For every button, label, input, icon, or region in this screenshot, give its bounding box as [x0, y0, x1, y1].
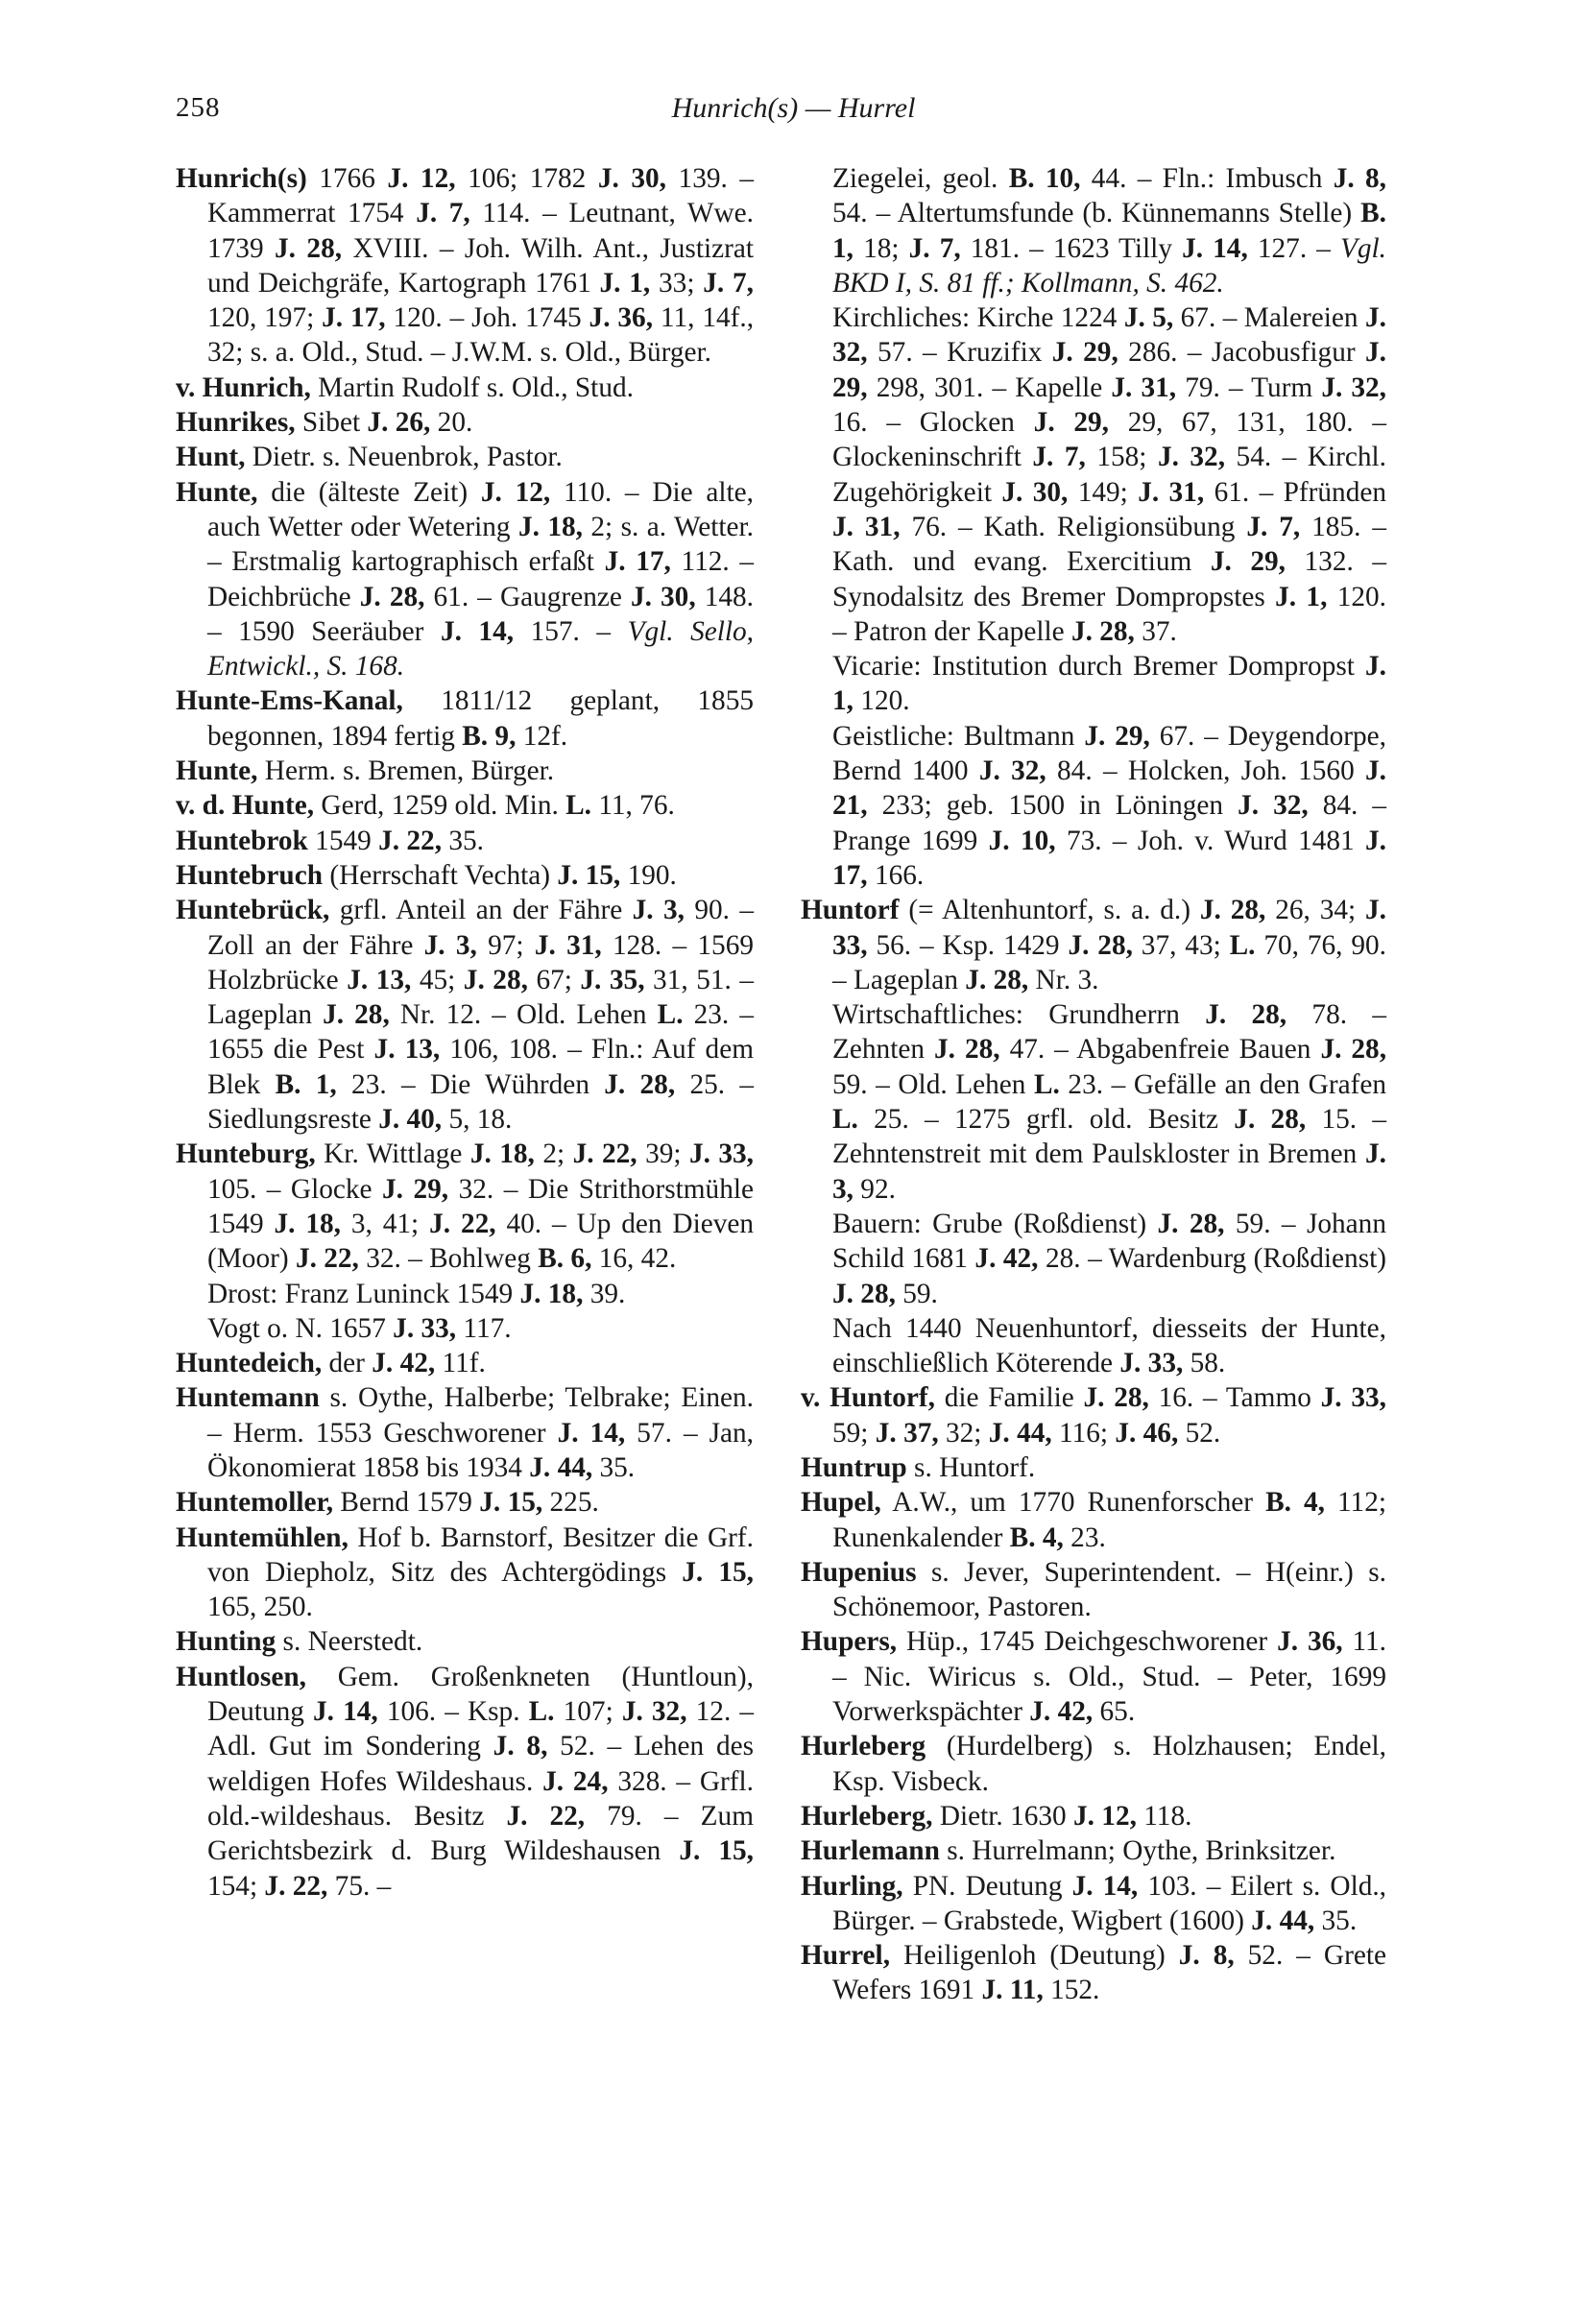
- index-entry: Hupers, Hüp., 1745 Deichgeschworener J. 36, 11. – Nic. Wiricus s. Old., Stud. – Peter, 1699 Vorwerkspächter J. 42, 65.: [801, 1626, 1387, 1728]
- index-subentry: Kirchliches: Kirche 1224 J. 5, 67. – Malereien J. 32, 57. – Kruzifix J. 29, 286. – Jacobusfigur J. 29, 298, 301. – Kapelle J. 31, 79. – Turm J. 32, 16. – Glocken J. 29, 29, 67, 131, 180. – Glockeninschrift J. 7, 158; J. 32, 54. – Kirchl. Zugehörigkeit J. 30, 149; J. 31, 61. – Pfründen J. 31, 76. – Kath. Religionsübung J. 7, 185. – Kath. und evang. Exercitium J. 29, 132. – Synodalsitz des Bremer Dompropstes J. 1, 120. – Patron der Kapelle J. 28, 37.: [832, 302, 1387, 647]
- index-entry: Hurleberg, Dietr. 1630 J. 12, 118.: [801, 1800, 1192, 1832]
- index-entry: Huntebruch (Herrschaft Vechta) J. 15, 190.: [176, 859, 677, 891]
- running-head: Hunrich(s) — Hurrel: [671, 92, 916, 124]
- index-subentry: Bauern: Grube (Roßdienst) J. 28, 59. – Johann Schild 1681 J. 42, 28. – Wardenburg (Roßdienst) J. 28, 59.: [832, 1208, 1387, 1309]
- index-subentry: Vicarie: Institution durch Bremer Dompropst J. 1, 120.: [832, 651, 1386, 717]
- index-entry: Hunrikes, Sibet J. 26, 20.: [176, 407, 473, 439]
- index-entry: Huntemann s. Oythe, Halberbe; Telbrake; Einen. – Herm. 1553 Geschworener J. 14, 57. – Jan, Ökonomierat 1858 bis 1934 J. 44, 35.: [176, 1382, 755, 1483]
- index-entry: Huntebrück, grfl. Anteil an der Fähre J. 3, 90. – Zoll an der Fähre J. 3, 97; J. 31, 128. – 1569 Holzbrücke J. 13, 45; J. 28, 67; J. 35, 31, 51. – Lageplan J. 28, Nr. 12. – Old. Lehen L. 23. – 1655 die Pest J. 13, 106, 108. – Fln.: Auf dem Blek B. 1, 23. – Die Wührden J. 28, 25. – Siedlungsreste J. 40, 5, 18.: [176, 895, 755, 1136]
- index-subentry: Wirtschaftliches: Grundherrn J. 28, 78. – Zehnten J. 28, 47. – Abgabenfreie Bauen J. 28, 59. – Old. Lehen L. 23. – Gefälle an den Grafen L. 25. – 1275 grfl. old. Besitz J. 28, 15. – Zehntenstreit mit dem Paulskloster in Bremen J. 3, 92.: [832, 999, 1387, 1205]
- index-subentry: Vogt o. N. 1657 J. 33, 117.: [207, 1312, 512, 1344]
- index-entry: Huntrup s. Huntorf.: [801, 1451, 1036, 1483]
- index-entry: Hupenius s. Jever, Superintendent. – H(einr.) s. Schönemoor, Pastoren.: [801, 1556, 1386, 1623]
- index-entry: Hunrich(s) 1766 J. 12, 106; 1782 J. 30, 139. – Kammerrat 1754 J. 7, 114. – Leutnant, Wwe. 1739 J. 28, XVIII. – Joh. Wilh. Ant., Justizrat und Deichgräfe, Kartograph 1761 J. 1, 33; J. 7, 120, 197; J. 17, 120. – Joh. 1745 J. 36, 11, 14f., 32; s. a. Old., Stud. – J.W.M. s. Old., Bürger.: [176, 163, 755, 369]
- index-subentry: Geistliche: Bultmann J. 29, 67. – Deygendorpe, Bernd 1400 J. 32, 84. – Holcken, Joh. 1560 J. 21, 233; geb. 1500 in Löningen J. 32, 84. – Prange 1699 J. 10, 73. – Joh. v. Wurd 1481 J. 17, 166.: [832, 720, 1387, 891]
- page-number: 258: [176, 92, 221, 123]
- index-entry: Hunte, Herm. s. Bremen, Bürger.: [176, 755, 555, 787]
- index-entry: Hupel, A.W., um 1770 Runenforscher B. 4, 112; Runenkalender B. 4, 23.: [801, 1487, 1386, 1553]
- left-column: [176, 161, 754, 1904]
- index-entry: Huntedeich, der J. 42, 11f.: [176, 1348, 486, 1379]
- index-subentry: Ziegelei, geol. B. 10, 44. – Fln.: Imbusch J. 8, 54. – Altertumsfunde (b. Künnemanns Stelle) B. 1, 18; J. 7, 181. – 1623 Tilly J. 14, 127. – Vgl. BKD I, S. 81 ff.; Kollmann, S. 462.: [832, 163, 1387, 299]
- index-entry: Huntemoller, Bernd 1579 J. 15, 225.: [176, 1487, 599, 1519]
- index-entry: Hurrel, Heiligenloh (Deutung) J. 8, 52. – Grete Wefers 1691 J. 11, 152.: [801, 1940, 1386, 2006]
- index-entry: Hunteburg, Kr. Wittlage J. 18, 2; J. 22, 39; J. 33, 105. – Glocke J. 29, 32. – Die Strithorstmühle 1549 J. 18, 3, 41; J. 22, 40. – Up den Dieven (Moor) J. 22, 32. – Bohlweg B. 6, 16, 42.: [176, 1138, 755, 1275]
- index-entry: Huntlosen, Gem. Großenkneten (Huntloun), Deutung J. 14, 106. – Ksp. L. 107; J. 32, 12. – Adl. Gut im Sondering J. 8, 52. – Lehen des weldigen Hofes Wildeshaus. J. 24, 328. – Grfl. old.-wildeshaus. Besitz J. 22, 79. – Zum Gerichtsbezirk d. Burg Wildeshausen J. 15, 154; J. 22, 75. –: [176, 1661, 755, 1902]
- index-entry: Hurling, PN. Deutung J. 14, 103. – Eilert s. Old., Bürger. – Grabstede, Wigbert (1600) J. 44, 35.: [801, 1870, 1386, 1936]
- index-entry: Huntemühlen, Hof b. Barnstorf, Besitzer die Grf. von Diepholz, Sitz des Achtergödings J. 15, 165, 250.: [176, 1521, 754, 1623]
- index-subentry: Nach 1440 Neuenhuntorf, diesseits der Hunte, einschließlich Köterende J. 33, 58.: [832, 1312, 1386, 1379]
- index-subentry: Drost: Franz Luninck 1549 J. 18, 39.: [207, 1278, 626, 1309]
- index-entry: Hurleberg (Hurdelberg) s. Holzhausen; Endel, Ksp. Visbeck.: [801, 1731, 1386, 1797]
- index-entry: Hunting s. Neerstedt.: [176, 1626, 423, 1658]
- index-entry: Hunt, Dietr. s. Neuenbrok, Pastor.: [176, 442, 563, 473]
- right-column: [801, 161, 1386, 2008]
- index-entry: Hunte-Ems-Kanal, 1811/12 geplant, 1855 begonnen, 1894 fertig B. 9, 12f.: [176, 685, 754, 752]
- index-entry: Huntorf (= Altenhuntorf, s. a. d.) J. 28, 26, 34; J. 33, 56. – Ksp. 1429 J. 28, 37, 43; L. 70, 76, 90. – Lageplan J. 28, Nr. 3.: [801, 895, 1387, 995]
- index-entry: Huntebrok 1549 J. 22, 35.: [176, 825, 484, 856]
- index-entry: v. Hunrich, Martin Rudolf s. Old., Stud.: [176, 371, 634, 403]
- index-entry: v. d. Hunte, Gerd, 1259 old. Min. L. 11, 76.: [176, 790, 675, 822]
- index-entry: Hunte, die (älteste Zeit) J. 12, 110. – Die alte, auch Wetter oder Wetering J. 18, 2; s. a. Wetter. – Erstmalig kartographisch erfaßt J. 17, 112. – Deichbrüche J. 28, 61. – Gaugrenze J. 30, 148. – 1590 Seeräuber J. 14, 157. – Vgl. Sello, Entwickl., S. 168.: [176, 476, 755, 683]
- index-entry: Hurlemann s. Hurrelmann; Oythe, Brinksitzer.: [801, 1835, 1336, 1867]
- index-entry: v. Huntorf, die Familie J. 28, 16. – Tammo J. 33, 59; J. 37, 32; J. 44, 116; J. 46, 52.: [801, 1382, 1386, 1449]
